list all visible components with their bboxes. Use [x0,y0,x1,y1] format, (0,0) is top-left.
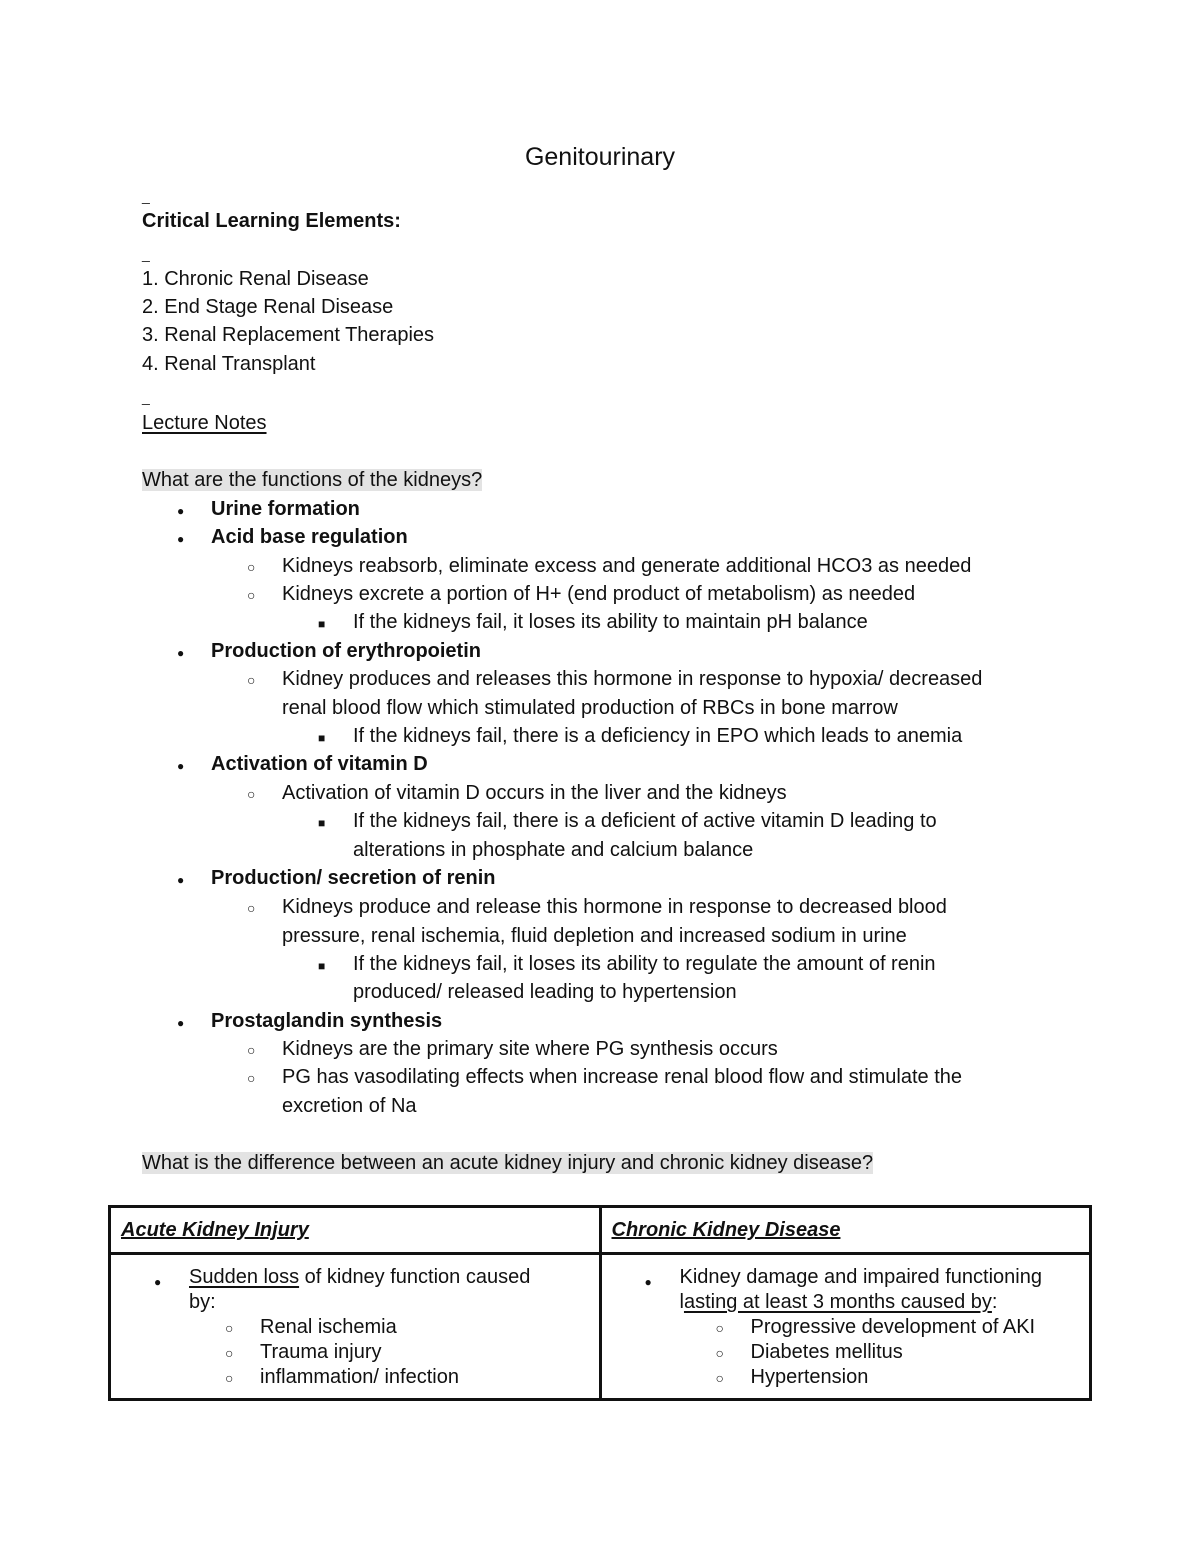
aki-cause: inflammation/ infection [260,1366,459,1388]
table-header-cell [110,1207,601,1254]
bullet-circle-icon [225,1365,233,1391]
critical-item: 3. Renal Replacement Therapies [142,324,435,346]
function-heading: Prostaglandin synthesis [211,1010,443,1032]
spacer-mark: _ [142,389,150,405]
bullet-square-icon [318,807,325,837]
aki-cause: Renal ischemia [260,1316,397,1338]
question-functions: What are the functions of the kidneys? [142,469,483,491]
function-consequence: If the kidneys fail, there is a deficiency in EPO which leads to anemia [353,725,963,747]
function-detail: Kidneys produce and release this hormone in response to decreased blood [282,896,947,918]
spacer-mark: _ [142,188,150,204]
ckd-cell [600,1254,1091,1400]
ckd-cause: Diabetes mellitus [750,1341,903,1363]
bullet-square-icon [318,608,325,638]
function-consequence: If the kidneys fail, it loses its ability to regulate the amount of renin [353,953,936,975]
bullet-disc-icon [177,637,184,667]
ckd-lead-cont: lasting at least 3 months caused by: [679,1291,998,1313]
function-heading: Acid base regulation [211,526,408,548]
lecture-notes-heading: Lecture Notes [142,412,267,434]
bullet-circle-icon [247,665,255,694]
function-consequence: produced/ released leading to hypertension [353,981,737,1003]
function-heading: Activation of vitamin D [211,753,428,775]
bullet-disc-icon [177,495,184,525]
bullet-circle-icon [225,1315,233,1341]
page-title: Genitourinary [524,143,676,171]
function-consequence: If the kidneys fail, there is a deficient of active vitamin D leading to [353,810,937,832]
bullet-circle-icon [225,1340,233,1366]
header-ckd: Chronic Kidney Disease [611,1219,841,1241]
ckd-cause: Progressive development of AKI [750,1316,1036,1338]
function-heading: Urine formation [211,498,360,520]
ckd-lead: Kidney damage and impaired functioning [679,1266,1042,1288]
function-detail: Kidneys are the primary site where PG synthesis occurs [282,1038,778,1060]
bullet-square-icon [318,950,325,980]
bullet-square-icon [318,722,325,752]
bullet-circle-icon [247,1035,255,1064]
function-detail: Activation of vitamin D occurs in the liver and the kidneys [282,782,787,804]
bullet-circle-icon [247,779,255,808]
aki-lead: Sudden loss of kidney function caused [189,1266,531,1288]
ckd-cause: Hypertension [750,1366,869,1388]
bullet-disc-icon [154,1268,161,1295]
bullet-circle-icon [716,1315,724,1341]
bullet-circle-icon [247,580,255,609]
function-consequence: If the kidneys fail, it loses its ability to maintain pH balance [353,611,868,633]
critical-heading: Critical Learning Elements: [142,210,401,232]
bullet-circle-icon [247,1063,255,1092]
bullet-disc-icon [645,1268,652,1295]
bullet-circle-icon [247,552,255,581]
question-aki-vs-ckd: What is the difference between an acute kidney injury and chronic kidney disease? [142,1152,874,1174]
function-heading: Production/ secretion of renin [211,867,496,889]
function-consequence: alterations in phosphate and calcium balance [353,839,754,861]
function-detail: PG has vasodilating effects when increase renal blood flow and stimulate the [282,1066,963,1088]
bullet-disc-icon [177,750,184,780]
bullet-circle-icon [716,1365,724,1391]
critical-item: 2. End Stage Renal Disease [142,296,394,318]
bullet-circle-icon [247,893,255,922]
critical-item: 4. Renal Transplant [142,353,316,375]
function-detail: Kidneys reabsorb, eliminate excess and generate additional HCO3 as needed [282,555,972,577]
function-detail: renal blood flow which stimulated production of RBCs in bone marrow [282,697,898,719]
function-detail: pressure, renal ischemia, fluid depletion and increased sodium in urine [282,925,907,947]
function-heading: Production of erythropoietin [211,640,481,662]
aki-cause: Trauma injury [260,1341,382,1363]
aki-lead-cont: by: [189,1291,216,1313]
bullet-disc-icon [177,864,184,894]
table-header-cell [600,1207,1091,1254]
critical-item: 1. Chronic Renal Disease [142,268,369,290]
header-aki: Acute Kidney Injury [121,1219,309,1241]
spacer-mark: _ [142,246,150,262]
bullet-disc-icon [177,523,184,553]
bullet-circle-icon [716,1340,724,1366]
function-detail: Kidney produces and releases this hormone in response to hypoxia/ decreased [282,668,983,690]
bullet-disc-icon [177,1007,184,1037]
comparison-table [108,1205,1092,1401]
aki-cell [110,1254,601,1400]
function-detail: excretion of Na [282,1095,417,1117]
function-detail: Kidneys excrete a portion of H+ (end product of metabolism) as needed [282,583,916,605]
